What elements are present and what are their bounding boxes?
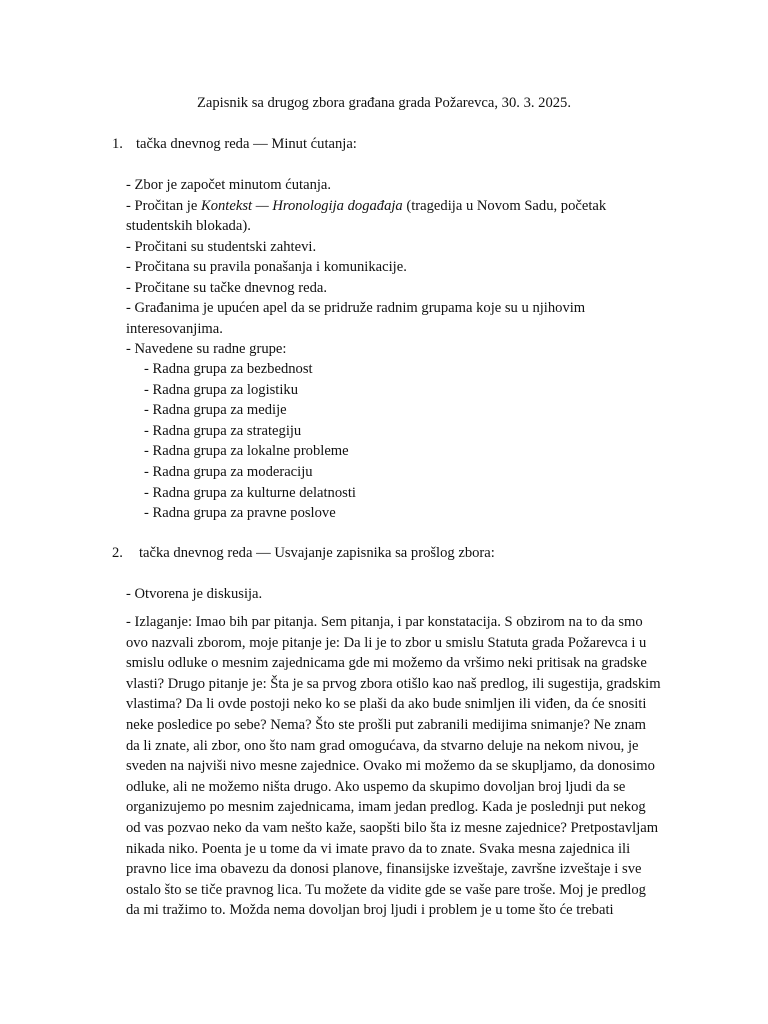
list-item: - Pročitana su pravila ponašanja i komunikacije. xyxy=(126,259,407,275)
section-1-items xyxy=(126,175,666,360)
item-prefix: - Pročitan je xyxy=(126,197,201,214)
list-item: - Zbor je započet minutom ćutanja. xyxy=(126,177,332,193)
working-group-item: - Radna grupa za logistiku xyxy=(144,381,299,398)
paragraph-line: ovo nazvali zborom, moje pitanje je: Da li je to zbor u smislu Statuta grada Požarevca i u xyxy=(126,634,647,651)
document-title: Zapisnik sa drugog zbora građana grada Požarevca, 30. 3. 2025. xyxy=(196,95,572,111)
list-item: - Pročitani su studentski zahtevi. xyxy=(126,238,317,255)
working-groups-list xyxy=(144,359,356,524)
paragraph-line: od vas pozvao neko da vam nešto kaže, saopšti bilo šta iz mesne zajednice? Pretpostavljam xyxy=(126,819,659,836)
section-2-heading xyxy=(112,543,495,563)
paragraph-line: nikada niko. Poenta je u tome da vi imate pravo da to znate. Svaka mesna zajednica ili xyxy=(126,840,631,857)
paragraph-line: pravno lice ima obavezu da donosi planove, finansijske izveštaje, završne izveštaje i sve xyxy=(126,861,642,878)
section-2-heading-text: tačka dnevnog reda — Usvajanje zapisnika sa prošlog zbora: xyxy=(139,545,495,561)
paragraph-line: sveden na najviši nivo mesne zajednice. Ovako mi možemo da se skupljamo, da donosimo xyxy=(126,758,655,775)
section-1-heading-text: tačka dnevnog reda — Minut ćutanja: xyxy=(136,136,357,152)
section-2-number: 2. xyxy=(112,545,123,561)
discussion-opened: - Otvorena je diskusija. xyxy=(126,586,263,602)
list-item xyxy=(126,196,666,237)
paragraph-line: vlasti? Drugo pitanje je: Šta je sa prvog zbora otišlo kao naš predlog, ili sugestija, gradskim xyxy=(126,675,661,692)
paragraph-line: neke posledice po sebe? Nema? Što ste prošli put zabranili medijima snimanje? Ne znam xyxy=(126,716,646,733)
paragraph-line: da li znate, ali zbor, ono što nam grad omogućava, da stvarno deluje na nekom nivou, je xyxy=(126,737,639,754)
paragraph-line: smislu odluke o mesnim zajednicama gde mi možemo da vršimo neki pritisak na gradske xyxy=(126,655,647,672)
section-1-heading xyxy=(112,134,357,154)
list-item: - Pročitane su tačke dnevnog reda. xyxy=(126,279,327,296)
paragraph-line: odluke, ali ne možemo ništa drugo. Ako uspemo da skupimo dovoljan broj ljudi da se xyxy=(126,778,626,795)
paragraph-line: - Izlaganje: Imao bih par pitanja. Sem pitanja, i par konstatacija. S obzirom na to da smo xyxy=(126,614,643,630)
working-group-item: - Radna grupa za kulturne delatnosti xyxy=(144,484,356,501)
statement-paragraph xyxy=(126,612,661,921)
working-group-item: - Radna grupa za medije xyxy=(144,402,287,419)
section-1-number: 1. xyxy=(112,136,123,152)
working-group-item: - Radna grupa za bezbednost xyxy=(144,361,313,377)
working-group-item: - Radna grupa za strategiju xyxy=(144,422,302,439)
paragraph-line: organizujemo po mesnim zajednicama, imam jedan predlog. Kada je poslednji put nekog xyxy=(126,799,646,816)
italic-title: Kontekst — Hronologija događaja xyxy=(200,197,403,214)
list-item: - Građanima je upućen apel da se pridruže radnim grupama koje su u njihovim interesovanjima. xyxy=(126,300,586,337)
working-group-item: - Radna grupa za moderaciju xyxy=(144,463,313,480)
paragraph-line: ostalo što se tiče pravnog lica. Tu možete da vidite gde se vaše pare troše. Moj je predlog xyxy=(126,881,646,898)
working-group-item: - Radna grupa za pravne poslove xyxy=(144,505,336,522)
list-item: - Navedene su radne grupe: xyxy=(126,341,287,357)
item-suffix: (tragedija u Novom Sadu, početak studentskih blokada). xyxy=(126,197,607,234)
paragraph-line: vlastima? Da li ovde postoji neko ko se plaši da ako bude snimljen ili viđen, da će snositi xyxy=(126,696,647,713)
working-group-item: - Radna grupa za lokalne probleme xyxy=(144,443,349,460)
paragraph-line: da mi tražimo to. Možda nema dovoljan broj ljudi i problem je u tome što će trebati xyxy=(126,902,614,919)
